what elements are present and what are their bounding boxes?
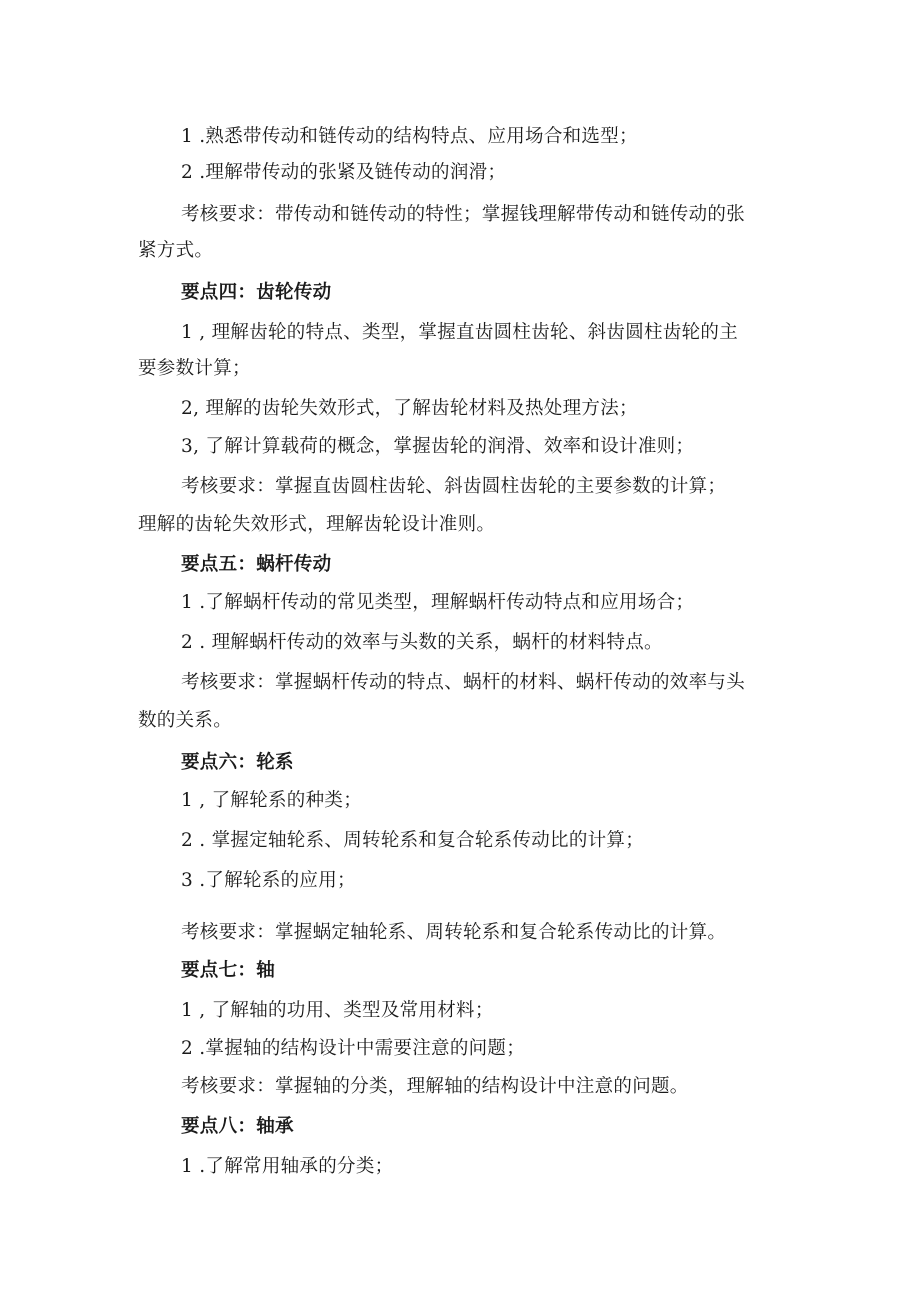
text-line: 1 , 理解齿轮的特点、类型，掌握直齿圆柱齿轮、斜齿圆柱齿轮的主 — [181, 322, 739, 343]
text-line: 1 .了解常用轴承的分类； — [181, 1156, 394, 1177]
text-line: 1 , 了解轮系的种类； — [181, 790, 363, 811]
text-line: 数的关系。 — [138, 710, 233, 731]
text-line: 2 .掌握轴的结构设计中需要注意的问题； — [181, 1038, 526, 1059]
text-line: 2 . 掌握定轴轮系、周转轮系和复合轮系传动比的计算； — [181, 830, 645, 851]
text-line: 1 .了解蜗杆传动的常见类型，理解蜗杆传动特点和应用场合； — [181, 592, 695, 613]
section-heading: 要点五：蜗杆传动 — [181, 554, 332, 575]
text-line: 考核要求：掌握蜗杆传动的特点、蜗杆的材料、蜗杆传动的效率与头 — [181, 672, 746, 693]
section-heading: 要点七：轴 — [181, 960, 276, 981]
text-line: 2, 理解的齿轮失效形式，了解齿轮材料及热处理方法； — [181, 398, 638, 419]
section-heading: 要点六：轮系 — [181, 752, 294, 773]
text-line: 理解的齿轮失效形式，理解齿轮设计准则。 — [138, 514, 496, 535]
section-heading: 要点四：齿轮传动 — [181, 282, 332, 303]
text-line: 2 .理解带传动的张紧及链传动的润滑； — [181, 162, 507, 183]
text-line: 2 . 理解蜗杆传动的效率与头数的关系，蜗杆的材料特点。 — [181, 632, 663, 653]
text-line: 考核要求：带传动和链传动的特性；掌握钱理解带传动和链传动的张 — [181, 204, 746, 225]
section-heading: 要点八：轴承 — [181, 1116, 294, 1137]
text-line: 紧方式。 — [138, 240, 214, 261]
text-line: 考核要求：掌握轴的分类，理解轴的结构设计中注意的问题。 — [181, 1076, 689, 1097]
text-line: 1 .熟悉带传动和链传动的结构特点、应用场合和选型； — [181, 126, 638, 147]
text-line: 3, 了解计算载荷的概念，掌握齿轮的润滑、效率和设计准则； — [181, 436, 695, 457]
text-line: 3 .了解轮系的应用； — [181, 870, 356, 891]
text-line: 1 , 了解轴的功用、类型及常用材料； — [181, 1000, 494, 1021]
text-line: 要参数计算； — [138, 358, 251, 379]
text-line: 考核要求：掌握直齿圆柱齿轮、斜齿圆柱齿轮的主要参数的计算； — [181, 476, 727, 497]
text-line: 考核要求：掌握蜗定轴轮系、周转轮系和复合轮系传动比的计算。 — [181, 922, 727, 943]
